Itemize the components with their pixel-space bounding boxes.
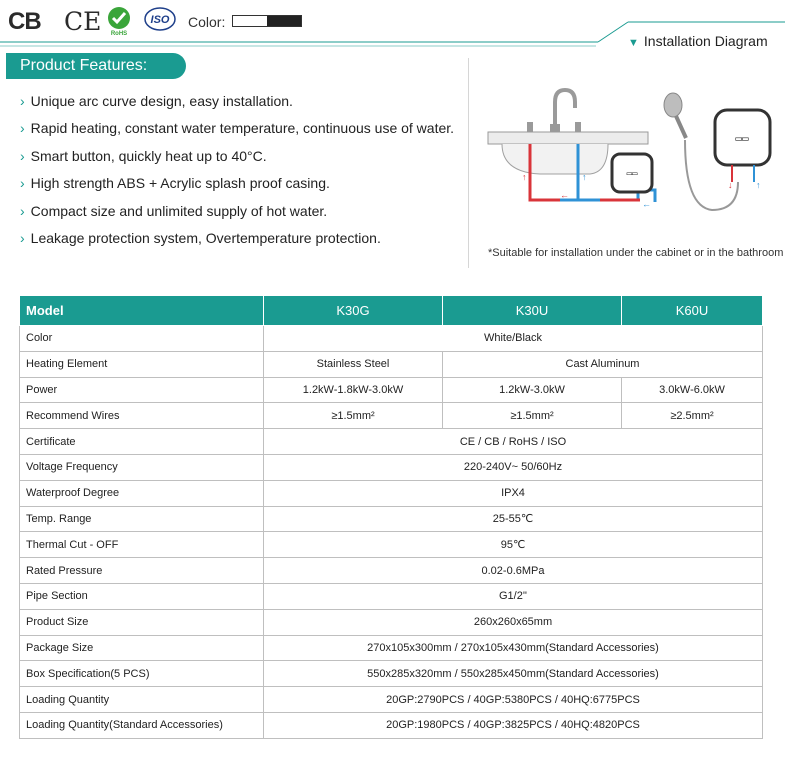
row-label: Power	[20, 377, 264, 403]
row-value: 95℃	[264, 532, 763, 558]
installation-note: *Suitable for installation under the cabinet or in the bathroom	[488, 247, 784, 259]
svg-text:↑: ↑	[522, 172, 527, 182]
installation-illustration	[480, 82, 780, 232]
cb-mark: CB	[8, 8, 41, 35]
row-label: Waterproof Degree	[20, 480, 264, 506]
header-model-k30g: K30G	[264, 296, 443, 326]
row-value: 20GP:1980PCS / 40GP:3825PCS / 40HQ:4820PCS	[264, 712, 763, 738]
feature-item: › Smart button, quickly heat up to 40°C.	[20, 148, 267, 164]
row-value: 220-240V~ 50/60Hz	[264, 454, 763, 480]
row-value: 25-55℃	[264, 506, 763, 532]
row-value: White/Black	[264, 326, 763, 352]
feature-item: › Compact size and unlimited supply of hot water.	[20, 203, 328, 219]
table-row	[20, 351, 763, 377]
row-value: Stainless Steel	[264, 351, 443, 377]
table-row	[20, 635, 763, 661]
table-row	[20, 583, 763, 609]
row-value: 0.02-0.6MPa	[264, 558, 763, 584]
ce-mark: CE	[64, 7, 102, 36]
table-row	[20, 429, 763, 455]
iso-mark-label: ISO	[150, 14, 170, 26]
row-value: 3.0kW-6.0kW	[622, 377, 763, 403]
chevron-right-icon: ›	[20, 120, 25, 136]
row-value: ≥2.5mm²	[622, 403, 763, 429]
row-value: CE / CB / RoHS / ISO	[264, 429, 763, 455]
row-value: ≥1.5mm²	[264, 403, 443, 429]
row-label: Thermal Cut - OFF	[20, 532, 264, 558]
header-model-k60u: K60U	[622, 296, 763, 326]
row-label: Product Size	[20, 609, 264, 635]
chevron-right-icon: ›	[20, 203, 25, 219]
svg-text:↑: ↑	[582, 172, 587, 182]
row-label: Recommend Wires	[20, 403, 264, 429]
feature-item: › High strength ABS + Acrylic splash proof casing.	[20, 175, 330, 191]
chevron-right-icon: ›	[20, 93, 25, 109]
installation-diagram-title: ▼ Installation Diagram	[628, 33, 768, 49]
table-row	[20, 661, 763, 687]
feature-item: › Rapid heating, constant water temperature, continuous use of water.	[20, 120, 455, 136]
row-value: 270x105x300mm / 270x105x430mm(Standard Accessories)	[264, 635, 763, 661]
row-value: IPX4	[264, 480, 763, 506]
row-label: Rated Pressure	[20, 558, 264, 584]
table-row	[20, 326, 763, 352]
row-label: Temp. Range	[20, 506, 264, 532]
row-value: 1.2kW-3.0kW	[443, 377, 622, 403]
product-features-title: Product Features:	[6, 53, 186, 79]
table-row	[20, 687, 763, 713]
row-label: Voltage Frequency	[20, 454, 264, 480]
row-value: 20GP:2790PCS / 40GP:5380PCS / 40HQ:6775PCS	[264, 687, 763, 713]
row-label: Color	[20, 326, 264, 352]
table-row	[20, 403, 763, 429]
triangle-down-icon: ▼	[628, 37, 639, 49]
spec-table	[19, 295, 763, 739]
table-row	[20, 712, 763, 738]
water-heater-large-icon	[715, 110, 770, 182]
rohs-mark-label: RoHS	[110, 31, 128, 36]
row-label: Heating Element	[20, 351, 264, 377]
table-row	[20, 609, 763, 635]
row-label: Loading Quantity	[20, 687, 264, 713]
table-row	[20, 558, 763, 584]
table-row	[20, 506, 763, 532]
header-model: Model	[20, 296, 264, 326]
row-label: Certificate	[20, 429, 264, 455]
color-label: Color:	[188, 14, 226, 30]
svg-text:↑: ↑	[756, 180, 761, 190]
water-heater-small-icon	[612, 154, 652, 192]
table-header-row	[20, 296, 763, 326]
chevron-right-icon: ›	[20, 148, 25, 164]
chevron-right-icon: ›	[20, 230, 25, 246]
table-row	[20, 454, 763, 480]
svg-text:←: ←	[642, 199, 651, 209]
row-value: 260x260x65mm	[264, 609, 763, 635]
feature-item: › Leakage protection system, Overtemperature protection.	[20, 230, 381, 246]
chevron-right-icon: ›	[20, 175, 25, 191]
row-label: Pipe Section	[20, 583, 264, 609]
table-row	[20, 480, 763, 506]
row-label: Box Specification(5 PCS)	[20, 661, 264, 687]
feature-item: › Unique arc curve design, easy installation.	[20, 93, 293, 109]
section-divider	[468, 58, 469, 268]
row-value: ≥1.5mm²	[443, 403, 622, 429]
row-label: Package Size	[20, 635, 264, 661]
svg-text:▭▭: ▭▭	[626, 169, 638, 179]
row-value: 1.2kW-1.8kW-3.0kW	[264, 377, 443, 403]
row-value: Cast Aluminum	[443, 351, 763, 377]
svg-text:▭▭: ▭▭	[735, 134, 749, 146]
table-row	[20, 377, 763, 403]
table-row	[20, 532, 763, 558]
header-rule	[0, 0, 785, 60]
svg-text:←: ←	[560, 190, 569, 200]
svg-text:↓: ↓	[728, 180, 733, 190]
row-value: 550x285x320mm / 550x285x450mm(Standard Accessories)	[264, 661, 763, 687]
row-value: G1/2''	[264, 583, 763, 609]
header-model-k30u: K30U	[443, 296, 622, 326]
row-label: Loading Quantity(Standard Accessories)	[20, 712, 264, 738]
